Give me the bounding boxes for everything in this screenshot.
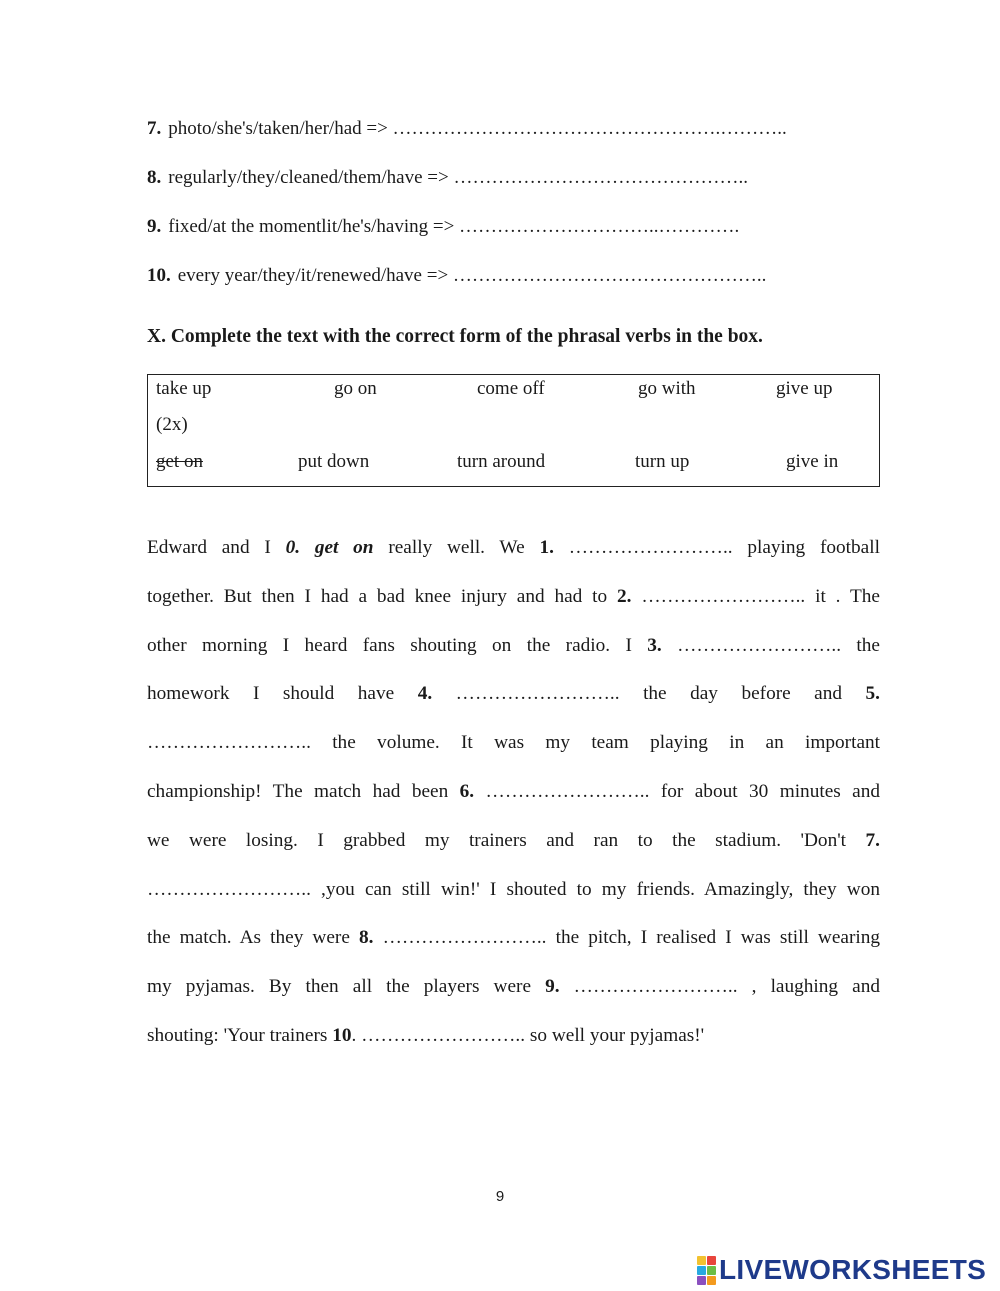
question-text: photo/she's/taken/her/had => …………………………………………….……….. xyxy=(168,118,787,139)
text: the pitch, I realised I was still wearing xyxy=(555,927,880,949)
text: the volume. It was my team playing in an important xyxy=(332,732,880,754)
answer-blank-3[interactable]: …………………….. xyxy=(677,634,842,656)
question-7 xyxy=(147,118,787,140)
paragraph-line xyxy=(147,670,880,719)
gap-number-7: 7. xyxy=(865,829,880,851)
answer-blank-7[interactable]: …………………….. xyxy=(147,878,311,900)
word-give-up: give up xyxy=(776,378,833,399)
gap-number-3: 3. xyxy=(647,634,662,656)
answer-blank-6[interactable]: …………………….. xyxy=(485,780,650,802)
gap-number-6: 6. xyxy=(459,780,475,802)
word-go-with: go with xyxy=(638,378,696,399)
answer-blank-4[interactable]: …………………….. xyxy=(455,683,620,705)
answer-blank-9[interactable]: …………………….. xyxy=(573,976,738,998)
paragraph-line xyxy=(147,963,880,1012)
question-number: 9. xyxy=(147,216,162,237)
text: ,you can still win!' I shouted to my friends. Amazingly, they won xyxy=(321,878,880,900)
text: it . The xyxy=(815,585,880,607)
paragraph-line xyxy=(147,817,880,866)
answer-blank-8[interactable]: …………………….. xyxy=(382,927,547,949)
word-box xyxy=(147,374,880,487)
question-9 xyxy=(147,216,739,238)
paragraph-line xyxy=(147,622,880,671)
word-give-in: give in xyxy=(786,451,839,472)
question-number: 8. xyxy=(147,167,162,188)
text: for about 30 minutes and xyxy=(660,780,880,802)
text: , laughing and xyxy=(751,976,880,998)
story-paragraph xyxy=(147,524,880,1061)
page-number: 9 xyxy=(495,1188,505,1205)
paragraph-line xyxy=(147,524,880,573)
text: the match. As they were xyxy=(147,927,350,949)
word-go-on: go on xyxy=(334,378,377,399)
paragraph-line xyxy=(147,1012,880,1061)
word-turn-around: turn around xyxy=(457,451,546,472)
answer-blank-1[interactable]: …………………….. xyxy=(568,537,733,558)
gap-number-1: 1. xyxy=(539,537,554,558)
text: Edward and I xyxy=(147,537,271,558)
question-number: 10. xyxy=(147,265,171,286)
question-number: 7. xyxy=(147,118,162,139)
text: my pyjamas. By then all the players were xyxy=(147,976,532,998)
question-8 xyxy=(147,167,748,189)
word-note: (2x) xyxy=(156,414,188,435)
text: together. But then I had a bad knee injury and had to xyxy=(147,585,608,607)
gap-number-2: 2. xyxy=(617,585,632,607)
gap-number-10: 10 xyxy=(332,1024,352,1046)
paragraph-line xyxy=(147,719,880,768)
gap-number-9: 9. xyxy=(545,976,560,998)
word-turn-up: turn up xyxy=(635,451,690,472)
text: the day before and xyxy=(643,683,843,705)
paragraph-line xyxy=(147,768,880,817)
gap-number-8: 8. xyxy=(359,927,374,949)
question-text: every year/they/it/renewed/have => ………………………………………….. xyxy=(177,265,767,286)
answer-blank-5[interactable]: …………………….. xyxy=(147,732,311,754)
liveworksheets-logo xyxy=(697,1254,986,1286)
question-text: regularly/they/cleaned/them/have => ……………………………………….. xyxy=(168,167,748,188)
text: playing football xyxy=(747,537,880,558)
text: really well. We xyxy=(388,537,525,558)
text: championship! The match had been xyxy=(147,780,449,802)
gap-number-5: 5. xyxy=(865,683,880,705)
text: other morning I heard fans shouting on the radio. I xyxy=(147,634,632,656)
word-get-on-example: get on xyxy=(156,451,203,472)
paragraph-line xyxy=(147,914,880,963)
question-text: fixed/at the momentlit/he's/having => …………………………..…………. xyxy=(168,216,740,237)
section-heading: X. Complete the text with the correct form of the phrasal verbs in the box. xyxy=(147,326,763,347)
example-answer: 0. get on xyxy=(285,537,374,558)
answer-blank-10[interactable]: . …………………….. so well your pyjamas!' xyxy=(351,1024,705,1046)
answer-blank-2[interactable]: …………………….. xyxy=(641,585,806,607)
gap-number-4: 4. xyxy=(417,683,433,705)
logo-text: LIVEWORKSHEETS xyxy=(719,1254,987,1285)
word-take-up: take up xyxy=(156,378,212,399)
question-10 xyxy=(147,265,766,287)
logo-blocks-icon xyxy=(697,1256,716,1285)
word-come-off: come off xyxy=(477,378,545,399)
word-put-down: put down xyxy=(298,451,370,472)
text: shouting: 'Your trainers xyxy=(147,1024,328,1046)
text: we were losing. I grabbed my trainers and ran to the stadium. 'Don't xyxy=(147,829,847,851)
text: the xyxy=(856,634,880,656)
paragraph-line xyxy=(147,573,880,622)
paragraph-line xyxy=(147,866,880,915)
text: homework I should have xyxy=(147,683,395,705)
